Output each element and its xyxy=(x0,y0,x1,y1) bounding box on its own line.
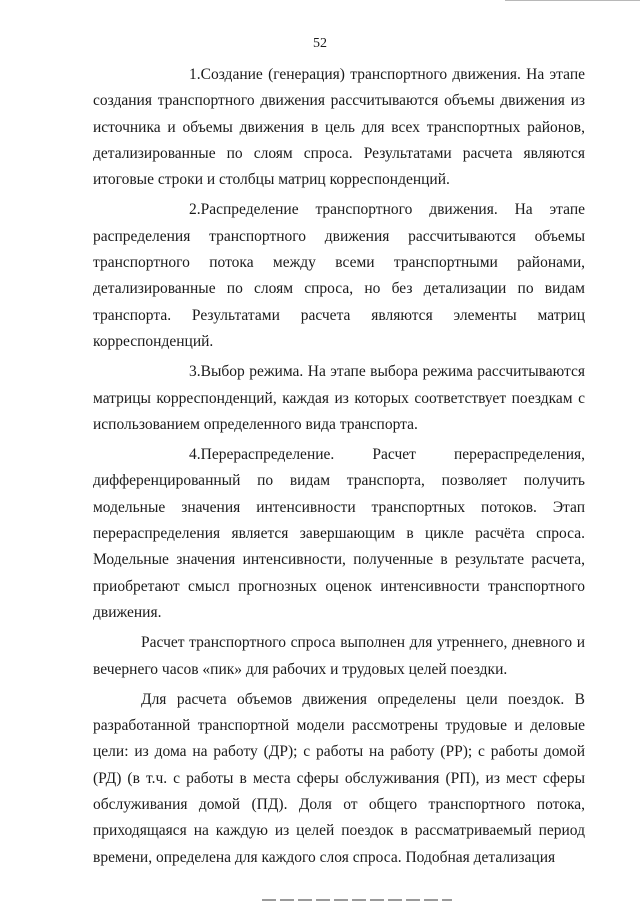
list-number: 1. xyxy=(189,66,201,83)
document-body xyxy=(93,62,585,871)
paragraph-text: Расчет транспортного спроса выполнен для утреннего, дневного и вечернего часов «пик» для рабочих и трудовых целей поездки. xyxy=(93,634,585,678)
list-number: 2. xyxy=(189,201,201,219)
list-item-redistribution xyxy=(93,442,585,626)
list-number: 3. xyxy=(189,363,201,381)
list-item-mode-choice xyxy=(93,359,585,438)
paragraph-text: Перераспределение. Расчет перераспределения, дифференцированный по видам транспорта, позволяет получить модельные значения интенсивности транспортных потоков. Этап перераспределения является завершающим в цикле расчёта спроса. Модельные значения интенсивности, полученные в результате расчета, приобретают смысл прогнозных оценок интенсивности транспортного движения. xyxy=(93,446,585,621)
list-item-distribution xyxy=(93,197,585,355)
list-number: 4. xyxy=(189,446,201,464)
paragraph-peak-hours xyxy=(93,630,585,683)
paragraph-text: Для расчета объемов движения определены цели поездок. В разработанной транспортной модели рассмотрены трудовые и деловые цели: из дома на работу (ДР); с работы на работу (РР); с работы домой (РД) (в т.ч. с работы в места сферы обслуживания (РП), из мест сферы обслуживания домой (ПД). Доля от общего транспортного потока, приходящаяся на каждую из целей поездок в рассматриваемый период времени, определена для каждого слоя спроса. Подобная детализация xyxy=(93,690,585,866)
page-number: 52 xyxy=(313,36,327,51)
scan-bottom-artifact xyxy=(262,899,452,901)
paragraph-text: Распределение транспортного движения. На этапе распределения транспортного движения рассчитываются объемы транспортного потока между всеми транспортными районами, детализированные по слоям спроса, но без детализации по видам транспорта. Результатами расчета являются элементы матриц корреспонденций. xyxy=(93,201,585,350)
paragraph-trip-purposes xyxy=(93,687,585,871)
paragraph-text: Выбор режима. На этапе выбора режима рассчитываются матрицы корреспонденций, каждая из которых соответствует поездкам с использованием определенного вида транспорта. xyxy=(93,363,585,433)
paragraph-text: Создание (генерация) транспортного движения. На этапе создания транспортного движения рассчитываются объемы движения из источника и объемы движения в цель для всех транспортных районов, детализированные по слоям спроса. Результатами расчета являются итоговые строки и столбцы матриц корреспонденций. xyxy=(93,66,585,189)
scan-edge-line xyxy=(505,0,640,1)
list-item-creation xyxy=(93,62,585,193)
